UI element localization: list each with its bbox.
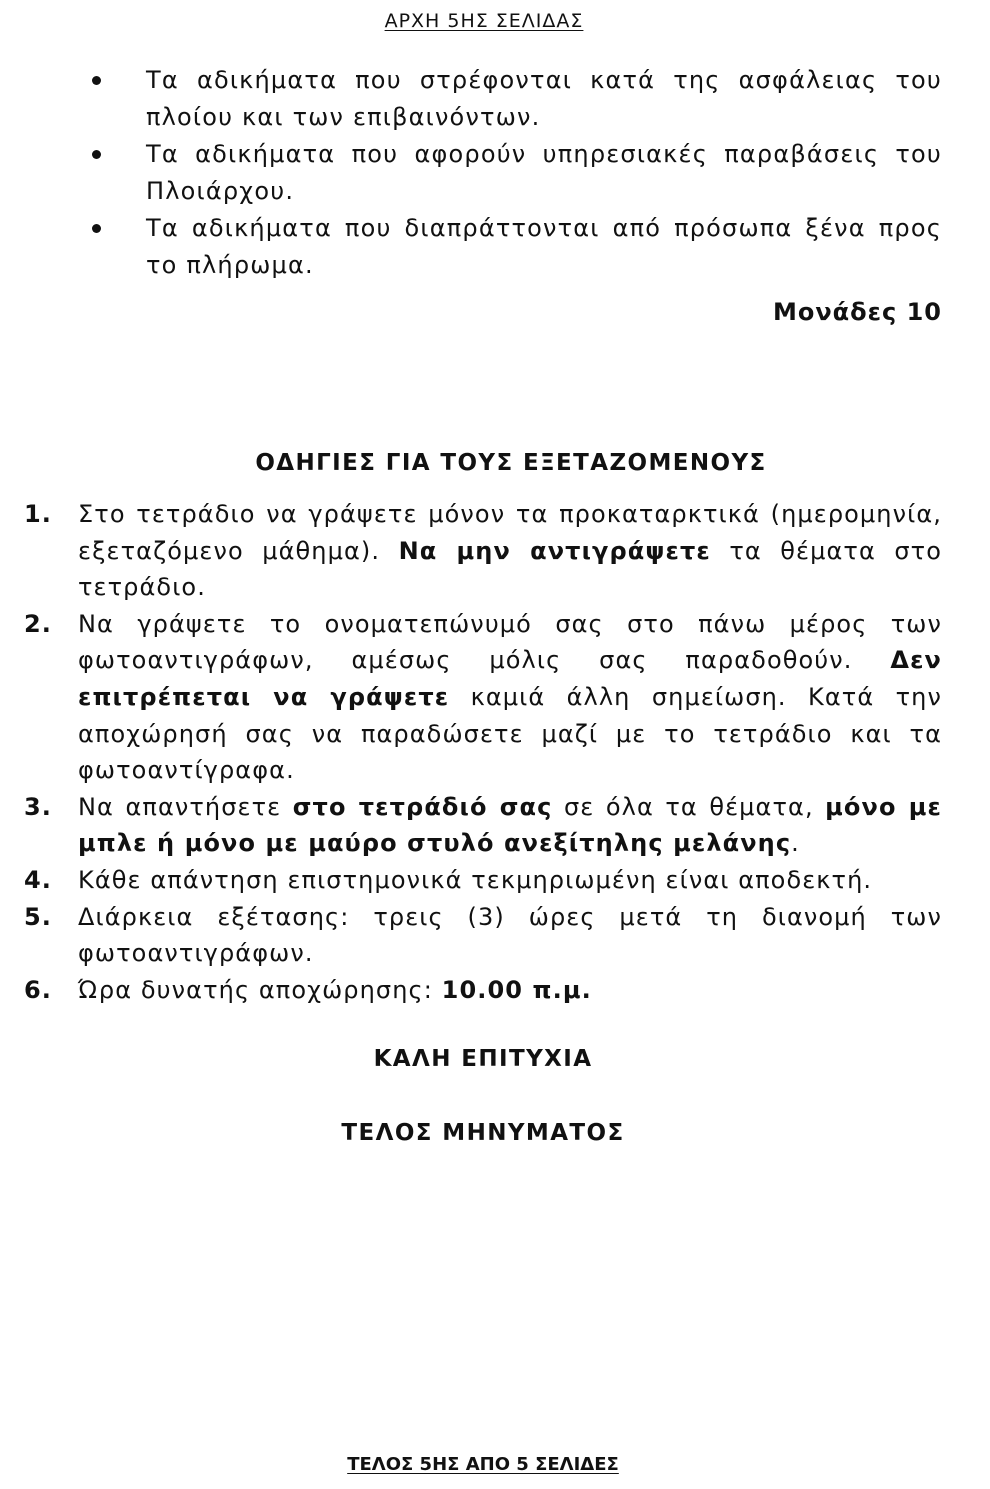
instruction-text: Διάρκεια εξέτασης: τρεις (3) ώρες μετά τη διανομή των φωτοαντιγράφων.	[78, 902, 942, 968]
instruction-emphasis: Δεν επιτρέπεται να γράψετε	[78, 646, 942, 711]
instruction-number: 1.	[24, 500, 53, 528]
instructions-list	[24, 496, 942, 1008]
end-of-message-heading: ΤΕΛΟΣ ΜΗΝΥΜΑΤΟΣ	[341, 1120, 625, 1146]
instruction-emphasis: μόνο με μπλε ή μόνο με μαύρο στυλό ανεξίτηλης μελάνης	[78, 792, 942, 858]
instruction-item-1	[24, 496, 942, 606]
instruction-number: 4.	[24, 865, 53, 894]
instruction-item-3	[24, 789, 942, 862]
bullet-item	[86, 136, 942, 210]
bullet-dot-icon	[92, 76, 101, 85]
instruction-text: Κάθε απάντηση επιστημονικά τεκμηριωμένη είναι αποδεκτή.	[78, 865, 873, 894]
instruction-emphasis: Να μην αντιγράψετε	[398, 536, 711, 565]
instruction-text: .	[791, 829, 800, 858]
instruction-emphasis: στο τετράδιό σας	[292, 792, 553, 821]
instruction-text: Στο τετράδιο να γράψετε μόνον τα προκαταρκτικά (ημερομηνία, εξεταζόμενο μάθημα).	[78, 500, 942, 565]
instruction-number: 6.	[24, 975, 53, 1004]
instruction-number: 3.	[24, 792, 53, 821]
instruction-text: τα θέματα στο τετράδιο.	[78, 536, 942, 602]
instruction-item-4	[24, 862, 942, 899]
bullet-text: Τα αδικήματα που διαπράττονται από πρόσωπα ξένα προς το πλήρωμα.	[146, 214, 942, 279]
instruction-text: Να απαντήσετε	[78, 792, 293, 821]
instruction-item-5	[24, 899, 942, 972]
bullet-dot-icon	[92, 150, 101, 159]
instruction-number: 5.	[24, 902, 53, 931]
instructions-title: ΟΔΗΓΙΕΣ ΓΙΑ ΤΟΥΣ ΕΞΕΤΑΖΟΜΕΝΟΥΣ	[255, 450, 767, 476]
units-label: Μονάδες 10	[772, 298, 942, 326]
offense-bullet-list	[86, 62, 942, 284]
good-luck-heading: ΚΑΛΗ ΕΠΙΤΥΧΙΑ	[373, 1046, 593, 1072]
bullet-dot-icon	[92, 224, 101, 233]
instruction-emphasis: 10.00 π.μ.	[441, 975, 592, 1004]
bullet-item	[86, 210, 942, 284]
instruction-text: Να γράψετε το ονοματεπώνυμό σας στο πάνω μέρος των φωτοαντιγράφων, αμέσως μόλις σας παραδοθούν.	[78, 609, 942, 675]
bullet-text: Τα αδικήματα που στρέφονται κατά της ασφάλειας του πλοίου και των επιβαινόντων.	[146, 66, 942, 131]
bullet-item	[86, 62, 942, 136]
instruction-text: σε όλα τα θέματα,	[552, 792, 826, 821]
page-header: ΑΡΧΗ 5ΗΣ ΣΕΛΙΔΑΣ	[384, 10, 584, 32]
instruction-item-6	[24, 972, 942, 1009]
instruction-text: καμιά άλλη σημείωση. Κατά την αποχώρησή σας να παραδώσετε μαζί με το τετράδιο και τα φωτοαντίγραφα.	[78, 682, 943, 785]
instruction-item-2	[24, 606, 942, 789]
instruction-number: 2.	[24, 609, 53, 638]
instruction-text: Ώρα δυνατής αποχώρησης:	[78, 975, 442, 1004]
page-footer: ΤΕΛΟΣ 5ΗΣ ΑΠΟ 5 ΣΕΛΙΔΕΣ	[347, 1454, 619, 1475]
bullet-text: Τα αδικήματα που αφορούν υπηρεσιακές παραβάσεις του Πλοιάρχου.	[146, 140, 942, 205]
